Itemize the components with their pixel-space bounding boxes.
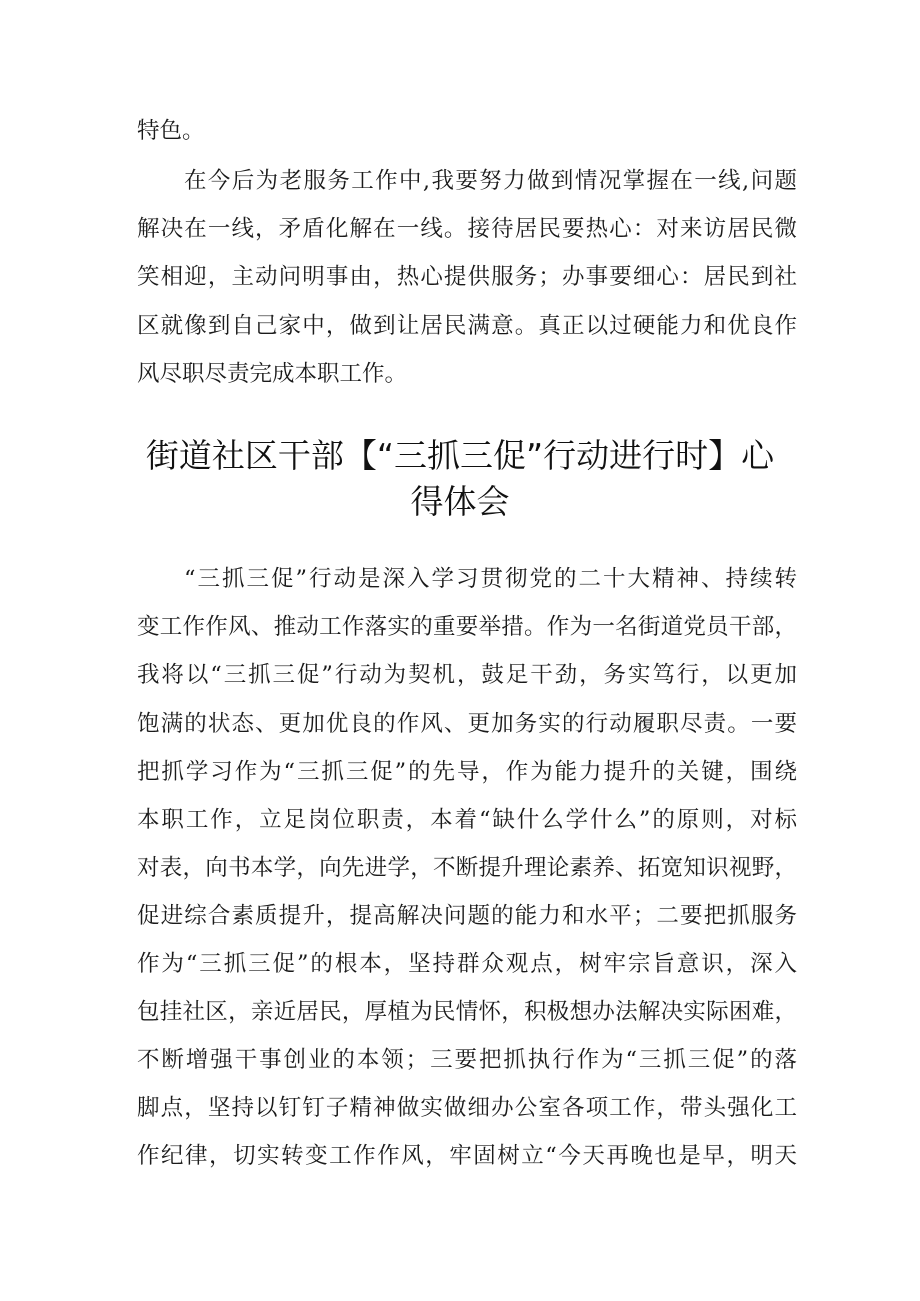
paragraph-line: 在今后为老服务工作中,我要努力做到情况掌握在一线,问题 [184,168,797,194]
paragraph-line: 变工作作风、推动工作落实的重要举措。作为一名街道党员干部， [137,614,797,640]
paragraph-line: 特色。 [137,118,205,144]
paragraph-line: 把抓学习作为“三抓三促”的先导，作为能力提升的关键，围绕 [137,759,797,785]
paragraph-line: 促进综合素质提升，提高解决问题的能力和水平；二要把抓服务 [137,903,797,929]
paragraph-line: 对表，向书本学，向先进学，不断提升理论素养、拓宽知识视野， [137,855,797,881]
document-title-line-1: 街道社区干部【“三抓三促”行动进行时】心 [145,436,775,475]
paragraph-line: 饱满的状态、更加优良的作风、更加务实的行动履职尽责。一要 [137,711,797,737]
paragraph-line: 解决在一线，矛盾化解在一线。接待居民要热心：对来访居民微 [137,216,797,242]
paragraph-line: 作为“三抓三促”的根本，坚持群众观点，树牢宗旨意识，深入 [137,951,797,977]
paragraph-line: 本职工作，立足岗位职责，本着“缺什么学什么”的原则，对标 [137,807,797,833]
paragraph-line: “三抓三促”行动是深入学习贯彻党的二十大精神、持续转 [184,566,797,592]
paragraph-line: 脚点，坚持以钉钉子精神做实做细办公室各项工作，带头强化工 [137,1095,797,1121]
paragraph-line: 包挂社区，亲近居民，厚植为民情怀，积极想办法解决实际困难， [137,999,797,1025]
paragraph-line: 不断增强干事创业的本领；三要把抓执行作为“三抓三促”的落 [137,1047,797,1073]
document-title-line-2: 得体会 [410,482,510,521]
paragraph-line: 我将以“三抓三促”行动为契机，鼓足干劲，务实笃行，以更加 [137,662,797,688]
paragraph-line: 风尽职尽责完成本职工作。 [137,361,408,387]
paragraph-line: 作纪律，切实转变工作作风，牢固树立“今天再晚也是早，明天 [137,1143,797,1169]
paragraph-line: 区就像到自己家中，做到让居民满意。真正以过硬能力和优良作 [137,313,797,339]
paragraph-line: 笑相迎，主动问明事由，热心提供服务；办事要细心：居民到社 [137,264,797,290]
